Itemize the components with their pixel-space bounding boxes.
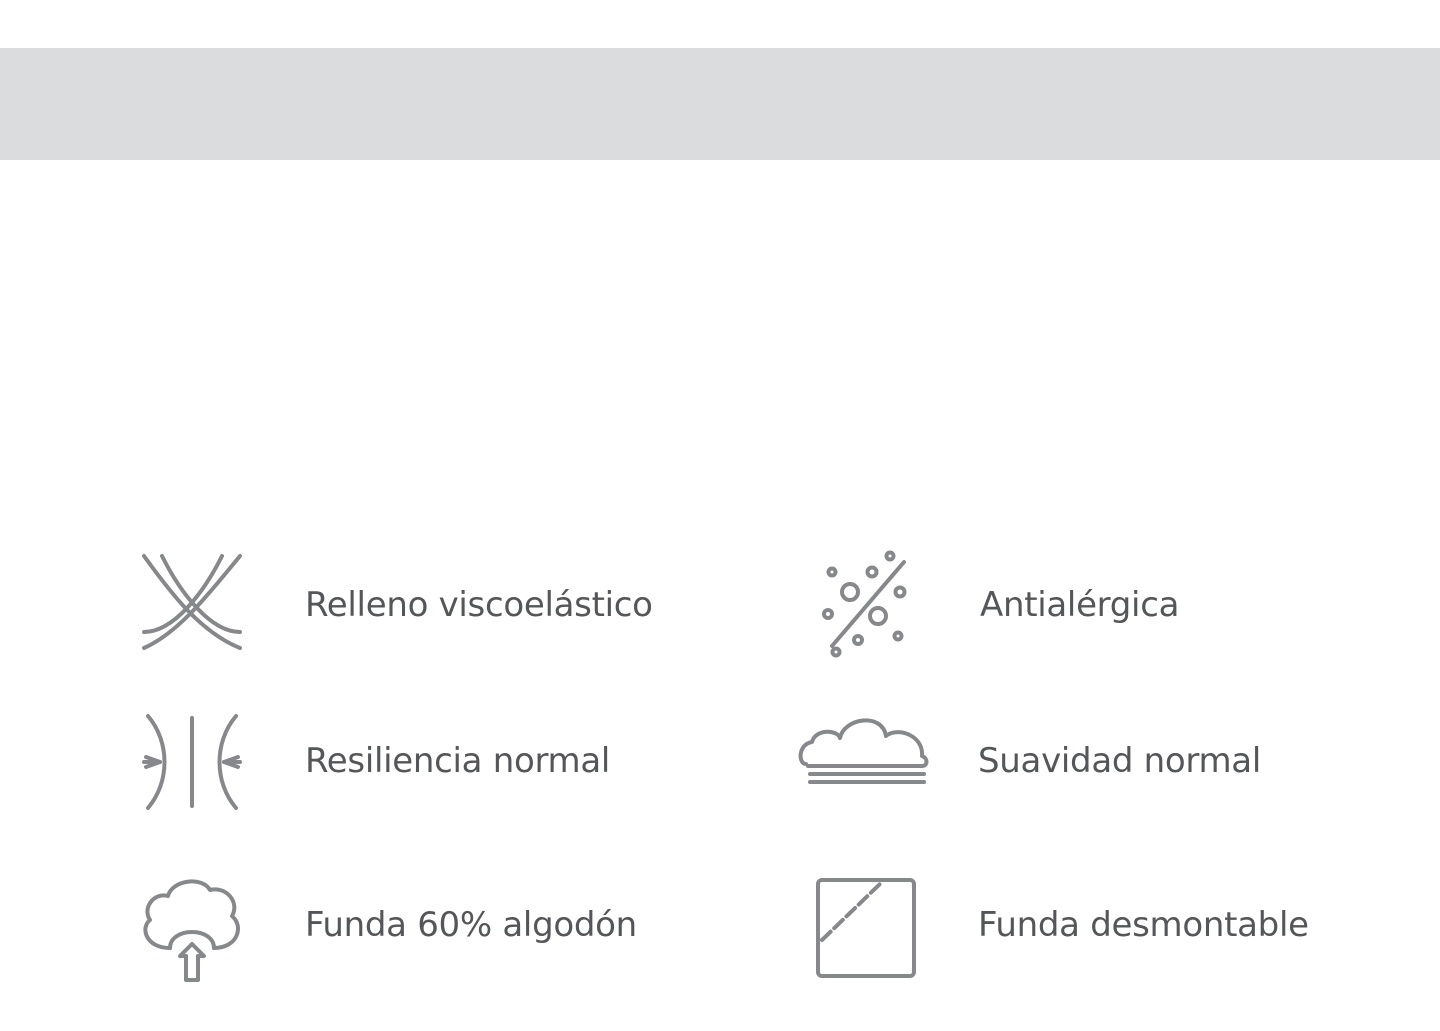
feature-label: Suavidad normal bbox=[978, 741, 1261, 781]
percent-dots-icon bbox=[818, 550, 914, 658]
feature-label: Relleno viscoelástico bbox=[305, 585, 653, 625]
cloud-icon bbox=[798, 712, 932, 788]
feature-label: Resiliencia normal bbox=[305, 741, 611, 781]
feature-label: Funda desmontable bbox=[978, 905, 1309, 945]
feature-label: Antialérgica bbox=[980, 585, 1180, 625]
cotton-tree-icon bbox=[140, 876, 244, 984]
feature-label: Funda 60% algodón bbox=[305, 905, 637, 945]
top-gray-band bbox=[0, 48, 1440, 160]
crossed-fibers-icon bbox=[140, 552, 244, 656]
zipper-square-icon bbox=[816, 878, 918, 980]
compression-arrows-icon bbox=[140, 712, 244, 812]
